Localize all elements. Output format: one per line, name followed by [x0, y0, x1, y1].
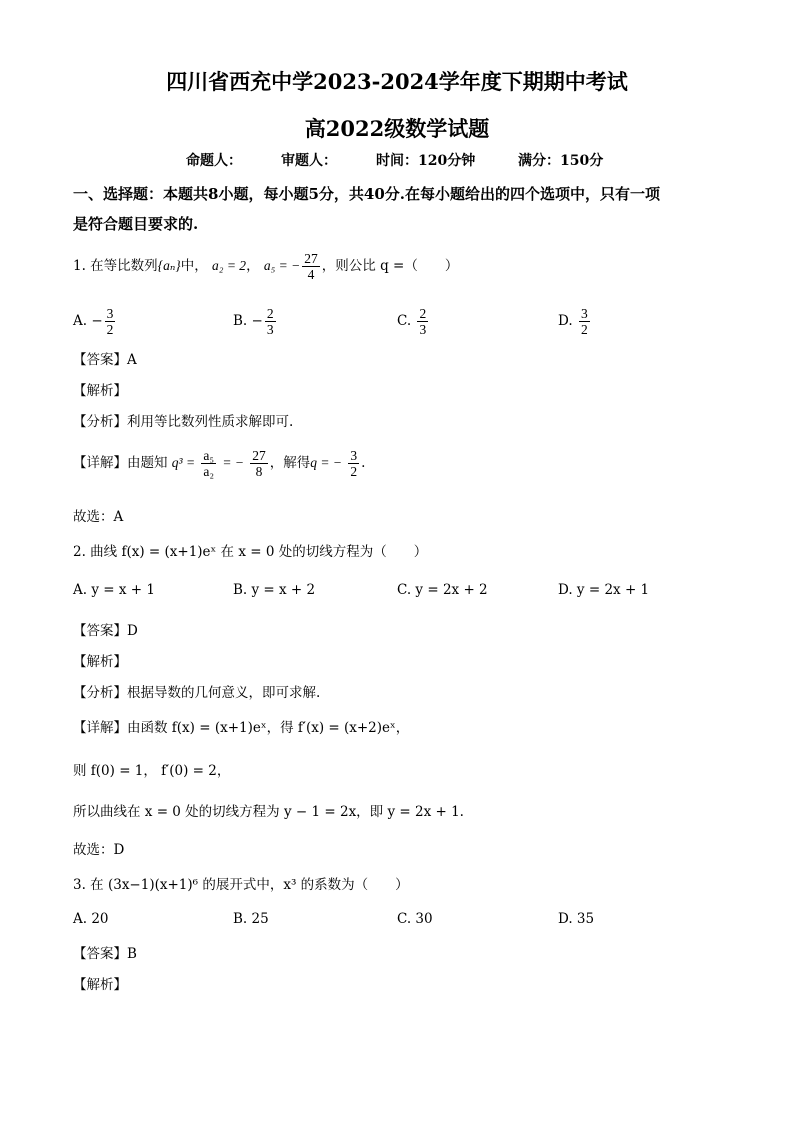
q1-detail-prefix: 【详解】由题知	[73, 455, 168, 471]
reviewer-label: 审题人：	[281, 153, 337, 169]
q1-analysis-tag: 【解析】	[73, 383, 127, 399]
q3-answer: 【答案】B	[73, 946, 137, 962]
q3-stem: 3. 在 (3x−1)(x+1)⁶ 的展开式中，x³ 的系数为（ ）	[73, 877, 409, 893]
q1-option-b-num: 2	[266, 306, 274, 321]
q1-option-d-den: 2	[580, 322, 588, 337]
q1-a5-num: 27	[304, 251, 318, 266]
q2-option-c: C. y = 2x + 2	[397, 582, 488, 598]
q1-option-d-label: D.	[558, 313, 573, 329]
q3-option-d: D. 35	[558, 911, 595, 927]
q2-detail: 【详解】由函数 f(x) = (x+1)eˣ，得 f′(x) = (x+2)eˣ，	[73, 720, 410, 736]
q1-detail-f2-num: 27	[252, 448, 266, 463]
q1-detail-fraction-a	[201, 448, 216, 479]
q1-detail	[73, 443, 365, 483]
q1-detail-f3-num: 3	[350, 448, 358, 463]
q1-option-c	[397, 303, 430, 339]
q2-analysis-tag: 【解析】	[73, 654, 127, 670]
q1-sequence: {aₙ}	[157, 258, 181, 273]
q1-a5-fraction	[302, 251, 320, 282]
q1-option-d-fraction	[579, 306, 590, 337]
proposer-label: 命题人：	[186, 153, 242, 169]
q1-stem	[73, 251, 458, 282]
q1-detail-fraction-b	[250, 448, 268, 479]
q3-option-c: C. 30	[397, 911, 433, 927]
q1-detail-end: .	[361, 455, 366, 471]
q3-analysis-tag: 【解析】	[73, 977, 127, 993]
score-label: 满分：150分	[518, 153, 604, 169]
q1-detail-q: q = −	[310, 455, 343, 470]
q2-answer: 【答案】D	[73, 623, 138, 639]
section-heading-line1: 一、选择题：本题共8小题，每小题5分，共40分.在每小题给出的四个选项中，只有一项	[73, 185, 660, 203]
q1-option-b	[233, 303, 278, 339]
q1-option-b-label: B.	[233, 313, 248, 329]
q1-detail-f3-den: 2	[350, 464, 358, 479]
q1-option-a-den: 2	[106, 322, 114, 337]
q1-result: 故选：A	[73, 509, 124, 525]
exam-title: 四川省西充中学2023-2024学年度下期期中考试	[166, 69, 628, 94]
q1-option-a-num: 3	[106, 306, 114, 321]
q1-fenxi: 【分析】利用等比数列性质求解即可.	[73, 414, 294, 430]
exam-subtitle: 高2022级数学试题	[304, 116, 490, 141]
q2-stem: 2. 曲线 f(x) = (x+1)eˣ 在 x = 0 处的切线方程为（ ）	[73, 544, 428, 560]
q2-detail-line2: 则 f(0) = 1， f′(0) = 2，	[73, 763, 231, 779]
section-heading-line2: 是符合题目要求的.	[73, 215, 199, 233]
q1-option-a-label: A.	[73, 313, 88, 329]
q1-detail-f2-den: 8	[255, 464, 263, 479]
q1-suffix: ，则公比 q =（ ）	[321, 258, 459, 274]
q2-option-d: D. y = 2x + 1	[558, 582, 650, 598]
q1-option-b-fraction	[265, 306, 276, 337]
q1-a5-lhs: a₅ = −	[263, 258, 301, 273]
q1-option-a-sign: −	[91, 313, 103, 329]
q1-answer: 【答案】A	[73, 352, 137, 368]
q1-option-c-num: 2	[419, 306, 427, 321]
q1-prefix: 1. 在等比数列	[73, 258, 158, 274]
q1-detail-q3: q³ =	[171, 455, 196, 470]
q1-detail-f1-num: a₅	[203, 448, 215, 463]
q1-option-a	[73, 303, 117, 339]
q1-detail-fraction-c	[348, 448, 359, 479]
q1-option-d-num: 3	[580, 306, 588, 321]
q3-option-b: B. 25	[233, 911, 269, 927]
q1-option-c-fraction	[417, 306, 428, 337]
q1-option-b-den: 3	[266, 322, 274, 337]
time-label: 时间：120分钟	[376, 153, 476, 169]
q1-comma: ，	[246, 258, 260, 274]
q1-detail-f1-den: a₂	[203, 464, 215, 479]
q1-a5-den: 4	[307, 267, 315, 282]
q2-result: 故选：D	[73, 842, 125, 858]
q1-mid: 中，	[180, 258, 208, 274]
q2-detail-line3: 所以曲线在 x = 0 处的切线方程为 y − 1 = 2x，即 y = 2x + 1.	[73, 804, 464, 820]
q3-option-a: A. 20	[73, 911, 109, 927]
q1-option-c-label: C.	[397, 313, 412, 329]
q1-detail-mid: ，解得	[269, 455, 311, 471]
q1-option-b-sign: −	[251, 313, 263, 329]
q1-option-a-fraction	[105, 306, 116, 337]
q2-option-a: A. y = x + 1	[73, 582, 155, 598]
q1-a2: a₂ = 2	[212, 258, 247, 273]
q1-detail-eq: = −	[222, 455, 244, 470]
q1-option-d	[558, 303, 592, 339]
q2-fenxi: 【分析】根据导数的几何意义，即可求解.	[73, 685, 321, 701]
q1-option-c-den: 3	[419, 322, 427, 337]
q2-option-b: B. y = x + 2	[233, 582, 316, 598]
